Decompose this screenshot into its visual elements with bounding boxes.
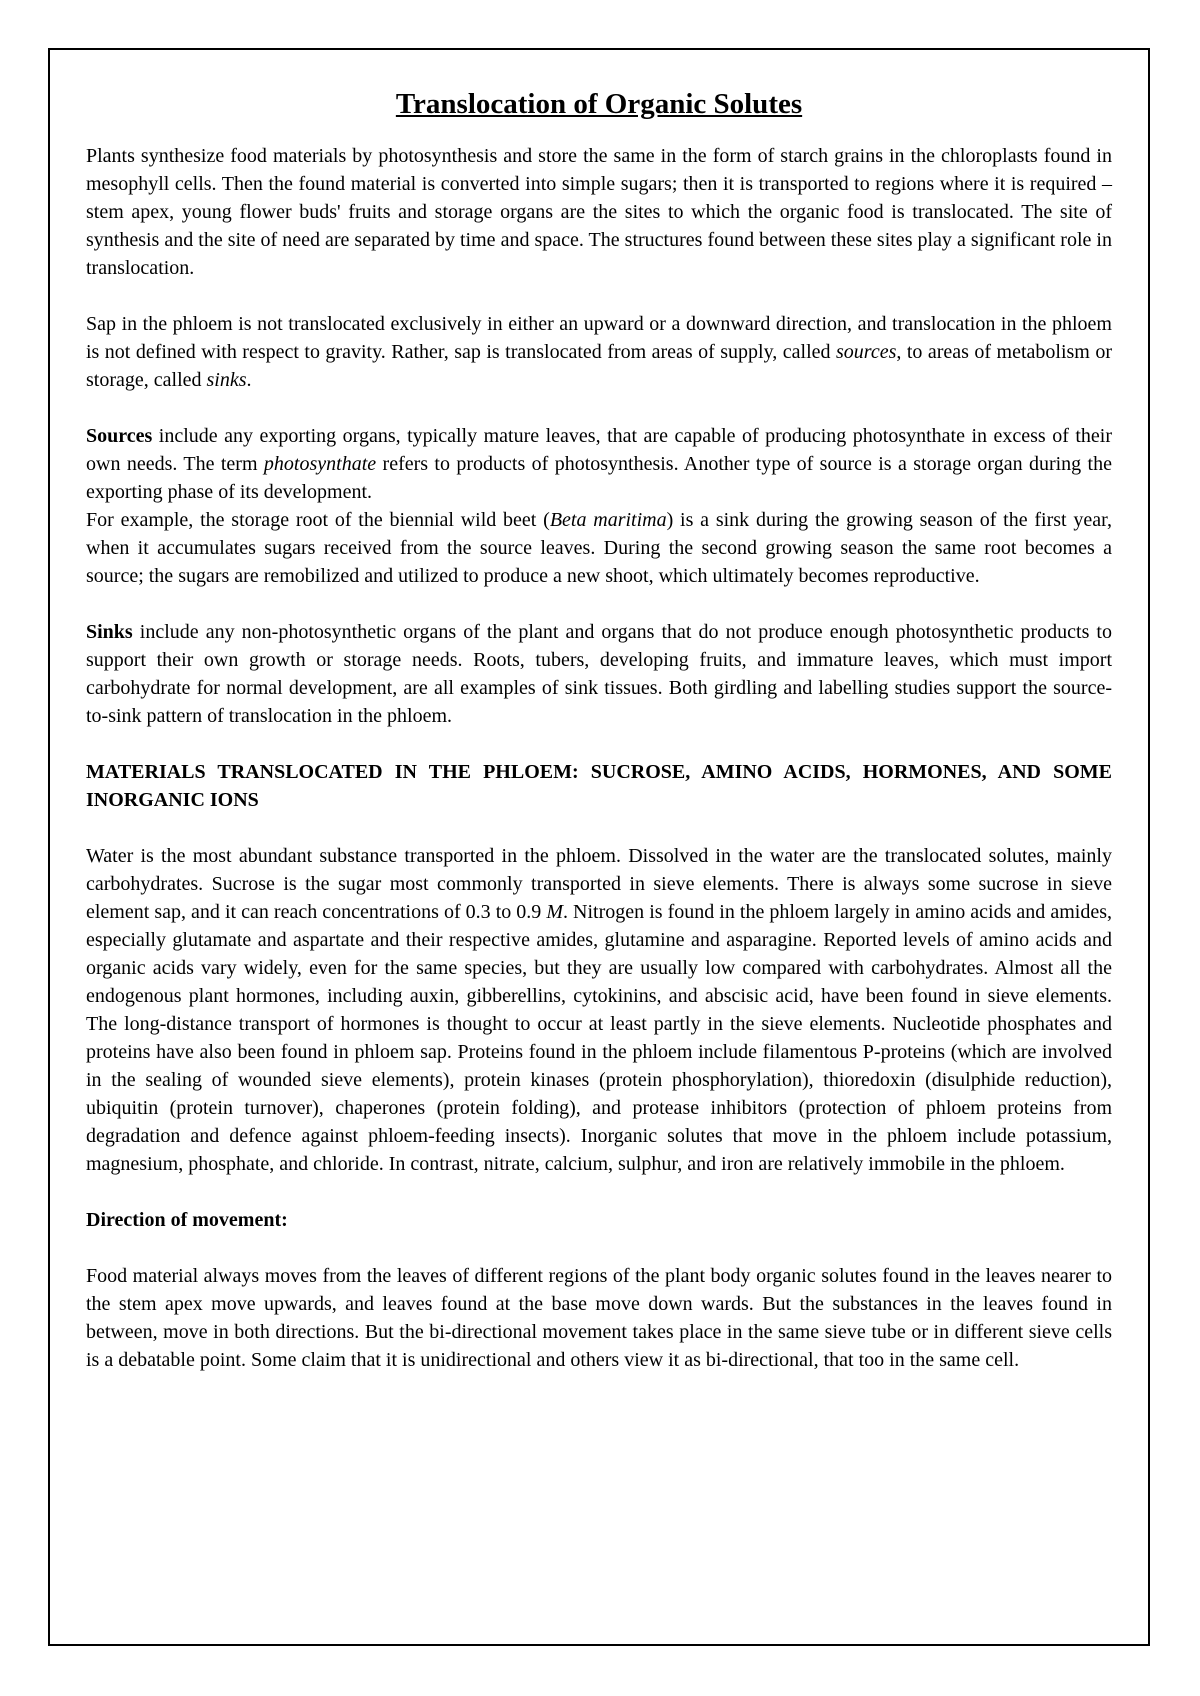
text-run: , to areas of metabolism or storage, called (86, 341, 1112, 391)
text-run: include any non-photosynthetic organs of the plant and organs that do not produce enough photosynthetic products to support their own growth or storage needs. Roots, tubers, developing fruits, and immature leaves, which must import carbohydrate for normal development, are all examples of sink tissues. Both girdling and labelling studies support the source-to-sink pattern of translocation in the phloem. (86, 621, 1112, 727)
term-photosynthate: photosynthate (263, 453, 377, 475)
text-run: include any exporting organs, typically mature leaves, that are capable of producing photosynthate in excess of their own needs. The term (86, 425, 1112, 475)
paragraph-sources (86, 422, 1112, 506)
text-run: . Nitrogen is found in the phloem largely in amino acids and amides, especially glutamate and aspartate and their respective amides, glutamine and asparagine. Reported levels of amino acids and organic acids vary widely, even for the same species, but they are usually low compared with carbohydrates. Almost all the endogenous plant hormones, including auxin, gibberellins, cytokinins, and abscisic acid, have been found in sieve elements. The long-distance transport of hormones is thought to occur at least partly in the sieve elements. Nucleotide phosphates and proteins have also been found in phloem sap. Proteins found in the phloem include filamentous P-proteins (which are involved in the sealing of wounded sieve elements), protein kinases (protein phosphorylation), thioredoxin (disulphide reduction), ubiquitin (protein turnover), chaperones (protein folding), and protease inhibitors (protection of phloem proteins from degradation and defence against phloem-feeding insects). Inorganic solutes that move in the phloem include potassium, magnesium, phosphate, and chloride. In contrast, nitrate, calcium, sulphur, and iron are relatively immobile in the phloem. (86, 901, 1112, 1175)
paragraph-materials (86, 842, 1112, 1178)
unit-molar: M (546, 901, 564, 923)
text-run: ) is a sink during the growing season of the first year, when it accumulates sugars received from the source leaves. During the second growing season the same root becomes a source; the sugars are remobilized and utilized to produce a new shoot, which ultimately becomes reproductive. (86, 509, 1112, 587)
section-heading-direction: Direction of movement: (86, 1209, 288, 1231)
page-title: Translocation of Organic Solutes (395, 88, 803, 120)
term-sources: sources (836, 341, 897, 363)
species-name: Beta maritima (549, 509, 667, 531)
section-heading-materials: MATERIALS TRANSLOCATED IN THE PHLOEM: SUCROSE, AMINO ACIDS, HORMONES, AND SOME INORGANIC IONS (86, 761, 1112, 811)
paragraph-sinks (86, 618, 1112, 730)
text-run: Sap in the phloem is not translocated exclusively in either an upward or a downward direction, and translocation in the phloem is not defined with respect to gravity. Rather, sap is translocated from areas of supply, called (86, 313, 1112, 363)
term-sinks: sinks (206, 369, 247, 391)
paragraph-direction: Food material always moves from the leaves of different regions of the plant body organic solutes found in the leaves nearer to the stem apex move upwards, and leaves found at the base move down wards. But the substances in the leaves found in between, move in both directions. But the bi-directional movement takes place in the same sieve tube or in different sieve cells is a debatable point. Some claim that it is unidirectional and others view it as bi-directional, that too in the same cell. (86, 1265, 1112, 1371)
text-run: Water is the most abundant substance transported in the phloem. Dissolved in the water are the translocated solutes, mainly carbohydrates. Sucrose is the sugar most commonly transported in sieve elements. There is always some sucrose in sieve element sap, and it can reach concentrations of 0.3 to 0.9 (86, 845, 1112, 923)
paragraph-intro: Plants synthesize food materials by photosynthesis and store the same in the form of starch grains in the chloroplasts found in mesophyll cells. Then the found material is converted into simple sugars; then it is transported to regions where it is required – stem apex, young flower buds' fruits and storage organs are the sites to which the organic food is translocated. The site of synthesis and the site of need are separated by time and space. The structures found between these sites play a significant role in translocation. (86, 145, 1112, 279)
label-sinks: Sinks (86, 621, 133, 643)
text-run: For example, the storage root of the biennial wild beet ( (86, 509, 550, 531)
paragraph-example (86, 506, 1112, 590)
document-body (86, 84, 1112, 1374)
paragraph-sap-direction (86, 310, 1112, 394)
label-sources: Sources (86, 425, 153, 447)
text-run: refers to products of photosynthesis. Another type of source is a storage organ during the exporting phase of its development. (86, 453, 1112, 503)
text-run: . (246, 369, 252, 391)
